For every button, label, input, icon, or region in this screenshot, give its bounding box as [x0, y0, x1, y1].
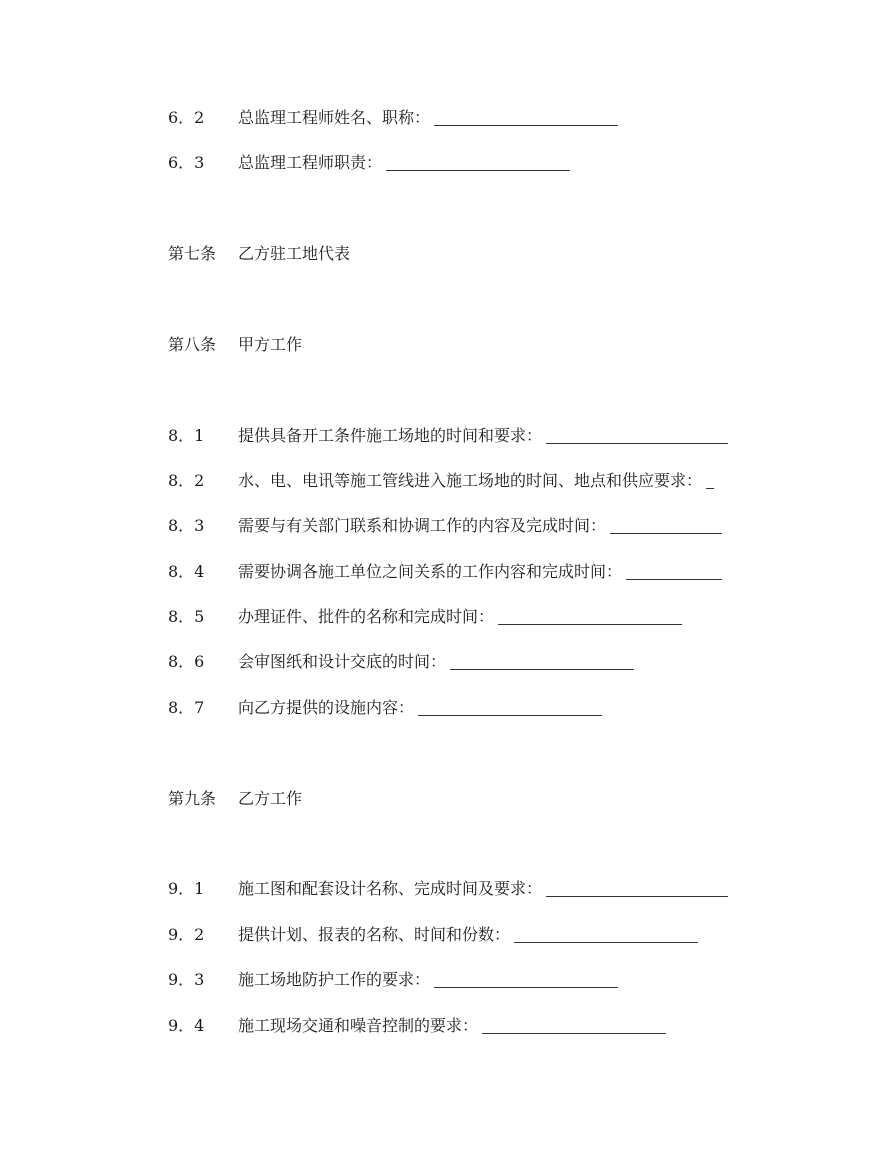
- clause-number: 9．1: [168, 879, 205, 898]
- fill-blank[interactable]: [546, 896, 728, 897]
- fill-blank[interactable]: [514, 942, 698, 943]
- clause-number: 9．2: [168, 925, 205, 944]
- clause-number: 6．3: [168, 153, 205, 172]
- clause-6-2: [168, 106, 618, 130]
- clause-label: 施工现场交通和噪音控制的要求：: [238, 1016, 479, 1035]
- clause-8-2: [168, 469, 714, 493]
- clause-number: 8．4: [168, 562, 205, 581]
- clause-number: 9．4: [168, 1016, 205, 1035]
- article-number: 第九条: [168, 789, 217, 808]
- fill-blank[interactable]: [386, 170, 570, 171]
- article-title: 甲方工作: [238, 335, 303, 354]
- clause-number: 8．6: [168, 652, 205, 671]
- clause-8-7: [168, 696, 602, 720]
- clause-label: 需要与有关部门联系和协调工作的内容及完成时间：: [238, 516, 607, 535]
- clause-8-1: [168, 424, 728, 448]
- clause-label: 总监理工程师姓名、职称：: [238, 108, 431, 127]
- clause-label: 施工场地防护工作的要求：: [238, 970, 431, 989]
- clause-label: 提供计划、报表的名称、时间和份数：: [238, 925, 511, 944]
- article-number: 第七条: [168, 244, 217, 263]
- fill-blank[interactable]: [546, 443, 728, 444]
- fill-blank[interactable]: [626, 579, 722, 580]
- clause-9-4: [168, 1014, 666, 1038]
- clause-number: 8．1: [168, 426, 205, 445]
- clause-9-1: [168, 877, 728, 901]
- clause-8-5: [168, 605, 682, 629]
- clause-number: 9．3: [168, 970, 205, 989]
- clause-9-3: [168, 968, 618, 992]
- clause-8-3: [168, 514, 722, 538]
- clause-6-3: [168, 151, 570, 175]
- clause-number: 6．2: [168, 108, 205, 127]
- clause-number: 8．3: [168, 516, 205, 535]
- clause-9-2: [168, 923, 698, 947]
- clause-label: 水、电、电讯等施工管线进入施工场地的时间、地点和供应要求：: [238, 471, 703, 490]
- article-title: 乙方工作: [238, 789, 303, 808]
- fill-blank[interactable]: [434, 987, 618, 988]
- fill-blank[interactable]: [434, 125, 618, 126]
- fill-blank[interactable]: [498, 624, 682, 625]
- clause-number: 8．2: [168, 471, 205, 490]
- clause-number: 8．5: [168, 607, 205, 626]
- clause-label: 向乙方提供的设施内容：: [238, 698, 415, 717]
- fill-blank[interactable]: [418, 715, 602, 716]
- article-title: 乙方驻工地代表: [238, 244, 351, 263]
- clause-label: 办理证件、批件的名称和完成时间：: [238, 607, 495, 626]
- fill-blank[interactable]: [706, 488, 714, 489]
- clause-label: 施工图和配套设计名称、完成时间及要求：: [238, 879, 543, 898]
- clause-label: 提供具备开工条件施工场地的时间和要求：: [238, 426, 543, 445]
- article-7-heading: [168, 242, 350, 266]
- article-8-heading: [168, 333, 302, 357]
- clause-label: 需要协调各施工单位之间关系的工作内容和完成时间：: [238, 562, 623, 581]
- fill-blank[interactable]: [610, 533, 722, 534]
- article-number: 第八条: [168, 335, 217, 354]
- clause-label: 会审图纸和设计交底的时间：: [238, 652, 447, 671]
- fill-blank[interactable]: [450, 669, 634, 670]
- clause-8-4: [168, 560, 722, 584]
- clause-label: 总监理工程师职责：: [238, 153, 383, 172]
- fill-blank[interactable]: [482, 1033, 666, 1034]
- article-9-heading: [168, 787, 302, 811]
- clause-8-6: [168, 650, 634, 674]
- clause-number: 8．7: [168, 698, 205, 717]
